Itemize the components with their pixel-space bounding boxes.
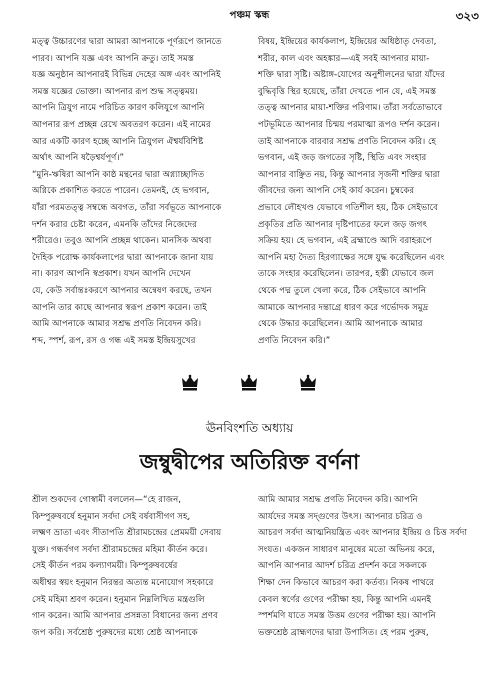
page-header [0, 8, 499, 26]
section-ornaments [0, 374, 499, 398]
top-right-column [258, 34, 472, 349]
text-line: জীবদের জন্য আপনি সেই কার্য করেন। চুম্বকের [258, 186, 415, 197]
text-line: দর্শন করার চেষ্টা করেন, এমনকি তাঁদের নিজেদের [32, 219, 197, 230]
text-line: যে, কেউ সর্বান্তঃকরণে আপনার অন্বেষণ করছে, তখন [32, 285, 212, 296]
text-line: আপনি ত্রিযুগ নামে পরিচিত কারণ কলিযুগে আপনি [32, 103, 205, 114]
text-line: না। কারণ আপনি স্বপ্রকাশ। যখন আপনি দেখেন [32, 269, 191, 280]
text-line: আমি আপনাকে আমার সশ্রদ্ধ প্রণতি নিবেদন করি। [32, 319, 202, 330]
text-line: শরীরেও। তবুও আপনি প্রচ্ছন্ন থাকেন। মানসিক অথবা [32, 236, 212, 247]
text-line: অর্থাৎ আপনি ষড়ৈশ্বর্যপূর্ণ।” [32, 153, 124, 164]
text-line: কিম্পুরুষবর্ষে হনুমান সর্বদা সেই বর্ষবাসীগণ সহ, [32, 511, 191, 522]
text-line: লক্ষ্মণ ভ্রাতা এবং সীতাপতি শ্রীরামচন্দ্রের প্রেমময়ী সেবায় [32, 528, 222, 539]
page-number: ৩২৩ [455, 9, 479, 23]
text-line: সংযত। একজন সাধারণ মানুষের মতো অভিনয় করে, [258, 544, 435, 555]
text-line: শব্দ, স্পর্শ, রূপ, রস ও গন্ধ এই সমস্ত ইন্দ্রিয়সুখের [32, 335, 196, 346]
crown-ornament-icon [298, 374, 318, 392]
text-line: শক্তি দ্বারা সৃষ্টি। অষ্টাঙ্গ-যোগের অনুশীলনের দ্বারা যাঁদের [258, 70, 445, 81]
text-line: আপনি আপনার আদর্শ চরিত্র প্রদর্শন করে সকলকে [258, 561, 427, 572]
text-line: প্রণতি নিবেদন করি।” [258, 335, 331, 346]
text-line: জপ করি। সর্বশ্রেষ্ঠ পুরুষদের মধ্যে শ্রেষ্ঠ আপনাকে [32, 627, 198, 638]
text-line: শিক্ষা দেন কিভাবে আচরণ করা কর্তব্য। নিকষ পাথরে [258, 577, 434, 588]
text-line: আপনার বাঞ্ছিত নয়, কিন্তু আপনার সৃজনী শক্তির দ্বারা [258, 169, 440, 180]
text-line: আচরণ সর্বদা আত্মনিয়ন্ত্রিত এবং আপনার ইন্দ্রিয় ও চিত্ত সর্বদা [258, 528, 467, 539]
text-line: অগ্নিকে প্রকাশিত করতে পারেন। তেমনই, হে ভগবান, [32, 186, 210, 197]
text-line: পারব। আপনি যজ্ঞ এবং আপনি ক্রতু। তাই সমস্ত [32, 53, 194, 64]
text-line: অধীশ্বর স্বয়ং হনুমান নিরন্তর অত্যন্ত মনোযোগ সহকারে [32, 577, 214, 588]
text-line: আর একটি কারণ হচ্ছে আপনি ত্রিযুগল ঐশ্বর্যবিশিষ্ট [32, 136, 204, 147]
top-left-column [32, 34, 247, 349]
text-line: শরীর, কাল এবং অহঙ্কার—এই সবই আপনার মায়া- [258, 53, 430, 64]
chapter-title: জম্বুদ্বীপের অতিরিক্ত বর্ণনা [139, 450, 360, 474]
text-line: গান করেন। আমি আপনার প্রসন্নতা বিধানের জন্য প্রণব [32, 611, 218, 622]
text-line: যুক্ত। গন্ধর্বগণ সর্বদা শ্রীরামচন্দ্রের মহিমা কীর্তন করে। [32, 544, 208, 555]
text-line: থেকে পদ্ম তুলে খেলা করে, ঠিক সেইভাবে আপনি [258, 285, 426, 296]
text-line: “মুনি-ঋষিরা আপনি কাষ্ঠ মন্থনের দ্বারা অগ্ন্যাচ্ছাদিত [32, 169, 205, 180]
text-line: পটভূমিতে আপনার চিন্ময় পরমাত্মা রূপও দর্শন করেন। [258, 119, 440, 130]
text-line: ভগবান, এই জড় জগতের সৃষ্টি, স্থিতি এবং সংহার [258, 153, 427, 164]
text-line: আপনি তার কাছে আপনার স্বরূপ প্রকাশ করেন। তাই [32, 302, 207, 313]
text-line: মত্ত্ব উচ্চারণের দ্বারা আমরা আপনাকে পূর্ণরূপে জানতে [32, 37, 222, 47]
text-line: স্পর্শমণি যাতে সমস্ত উত্তম গুণের পরীক্ষা হয়। আপনি [258, 611, 436, 622]
text-line: যাঁরা পরমতত্ত্ব সম্বন্ধে অবগত, তাঁরা সর্বভূতে আপনাকে [32, 202, 222, 213]
text-line: সমস্ত যজ্ঞের ভোক্তা। আপনার রূপ শুদ্ধ সত্ত্বময়। [32, 86, 198, 97]
text-line: বুদ্ধিবৃত্তি স্থির হয়েছে, তাঁরা দেখতে পান যে, এই সমস্ত [258, 86, 437, 97]
text-line: সক্রিয় হয়। হে ভগবান, এই ব্রহ্মাণ্ডে আদি বরাহরূপে [258, 236, 432, 247]
text-line: আপনি মহা দৈত্য হিরণ্যাক্ষের সঙ্গে যুদ্ধ করেছিলেন এবং [258, 252, 445, 263]
text-line: প্রকৃতির প্রতি আপনার দৃষ্টিপাতের ফলে জড় জগৎ [258, 219, 427, 230]
running-head: পঞ্চম স্কন্ধ [229, 10, 270, 21]
text-line: তাই আপনাকে বারবার সশ্রদ্ধ প্রণতি নিবেদন করি। হে [258, 136, 436, 147]
text-line: প্রভাবে লৌহখণ্ড যেভাবে গতিশীল হয়, ঠিক সেইভাবে [258, 202, 438, 213]
text-line: বিষয়, ইন্দ্রিয়ের কার্যকলাপ, ইন্দ্রিয়ের অধিষ্ঠাতৃ দেবতা, [258, 37, 437, 47]
bottom-right-column [258, 492, 472, 641]
text-line: আর্যদের সমস্ত সদ্গুণের উৎস। আপনার চরিত্র ও [258, 511, 423, 522]
chapter-number: ঊনবিংশতি অধ্যায় [205, 421, 294, 435]
text-line: ভক্তশ্রেষ্ঠ ব্রাহ্মণদের দ্বারা উপাসিত। হে পরম পুরুষ, [258, 627, 429, 638]
text-line: আপনার রূপ প্রচ্ছন্ন রেখে অবতরণ করেন। এই নামের [32, 119, 211, 130]
text-line: আমি আমার সশ্রদ্ধ প্রণতি নিবেদন করি। আপনি [258, 495, 418, 505]
text-line: থেকে উদ্ধার করেছিলেন। আমি আপনাকে আমার [258, 319, 423, 330]
text-line: তত্ত্ব আপনার মায়া-শক্তির পরিণাম। তাঁরা সর্বতোভাবে [258, 103, 443, 114]
text-line: শ্রীল শুকদেব গোস্বামী বললেন—“হে রাজন, [32, 495, 181, 505]
text-line: সেই মহিমা শ্রবণ করেন। হনুমান নিম্নলিখিত মন্ত্রগুলি [32, 594, 205, 605]
crown-ornament-icon [239, 374, 259, 392]
text-line: দৈহিক পরোক্ষ কার্যকলাপের দ্বারা আপনাকে জানা যায় [32, 252, 214, 263]
text-line: সেই কীর্তন পরম কল্যাণময়ী। কিম্পুরুষবর্ষের [32, 561, 178, 572]
text-line: আমাকে আপনার দন্তাগ্রে ধারণ করে গর্ভোদক সমুদ্র [258, 302, 429, 313]
bottom-left-column [32, 492, 247, 641]
crown-ornament-icon [180, 374, 200, 392]
text-line: যজ্ঞ অনুষ্ঠান আপনারই বিভিন্ন দেহের অঙ্গ এবং আপনিই [32, 70, 221, 81]
text-line: কেবল স্বর্ণের গুণের পরীক্ষা হয়, কিন্তু আপনি এমনই [258, 594, 431, 605]
text-line: তাকে সংহার করেছিলেন। তারপর, হস্তী যেভাবে জল [258, 269, 434, 280]
